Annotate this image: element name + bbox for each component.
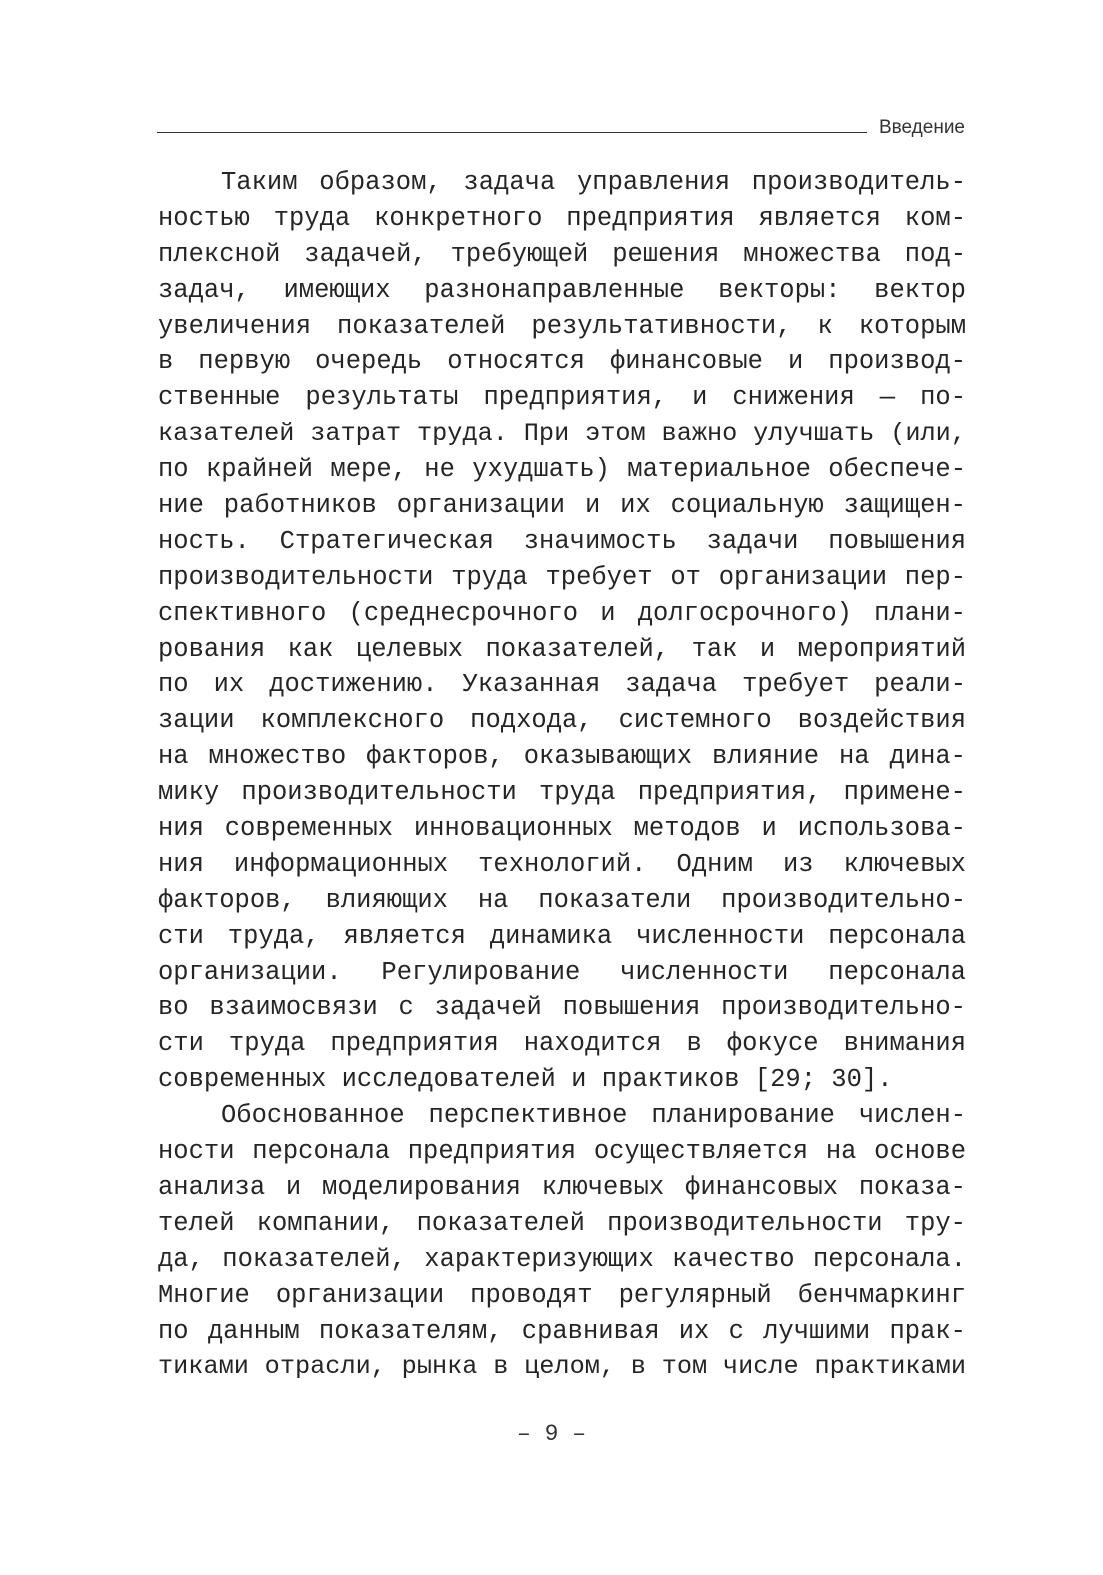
paragraph-2-line-8: тиками отрасли, рынка в целом, в том числе практиками: [158, 1352, 966, 1382]
paragraph-2-line-2: ности персонала предприятия осуществляется на основе: [158, 1137, 966, 1167]
paragraph-1-line-6: в первую очередь относятся финансовые и производ-: [158, 347, 966, 377]
paragraph-2-line-6: Многие организации проводят регулярный бенчмаркинг: [158, 1280, 966, 1310]
paragraph-1-line-4: задач, имеющих разнонаправленные векторы: вектор: [158, 275, 966, 305]
paragraph-1-line-8: казателей затрат труда. При этом важно улучшать (или,: [158, 419, 966, 449]
paragraph-1-line-21: факторов, влияющих на показатели производительно-: [158, 885, 966, 915]
paragraph-2-line-5: да, показателей, характеризующих качество персонала.: [158, 1244, 966, 1274]
running-head: [157, 117, 965, 143]
paragraph-2-line-4: телей компании, показателей производительности тру-: [158, 1208, 966, 1238]
paragraph-1-line-25: сти труда предприятия находится в фокусе внимания: [158, 1029, 966, 1059]
paragraph-1-line-7: ственные результаты предприятия, и снижения — по-: [158, 383, 966, 413]
paragraph-1-line-2: ностью труда конкретного предприятия является ком-: [158, 203, 966, 233]
paragraph-1-line-9: по крайней мере, не ухудшать) материальное обеспече-: [158, 455, 966, 485]
paragraph-1-line-14: рования как целевых показателей, так и мероприятий: [158, 634, 966, 664]
paragraph-1-line-1: Таким образом, задача управления производитель-: [221, 168, 966, 197]
paragraph-1-line-15: по их достижению. Указанная задача требует реали-: [158, 670, 966, 700]
paragraph-2-line-3: анализа и моделирования ключевых финансовых показа-: [158, 1172, 966, 1202]
section-title: Введение: [878, 117, 965, 138]
paragraph-1-line-13: спективного (среднесрочного и долгосрочного) плани-: [158, 598, 966, 628]
paragraph-2-line-1: Обоснованное перспективное планирование числен-: [221, 1101, 966, 1131]
paragraph-1-line-18: мику производительности труда предприятия, примене-: [158, 778, 966, 808]
paragraph-1-line-16: зации комплексного подхода, системного воздействия: [158, 706, 966, 736]
paragraph-1-line-23: организации. Регулирование численности персонала: [158, 957, 966, 987]
paragraph-1-line-17: на множество факторов, оказывающих влияние на дина-: [158, 742, 966, 772]
paragraph-1-line-19: ния современных инновационных методов и использова-: [158, 814, 966, 844]
paragraph-1-line-26: современных исследователей и практиков [29; 30].: [158, 1065, 893, 1095]
header-rule: [157, 132, 867, 133]
paragraph-1-line-12: производительности труда требует от организации пер-: [158, 562, 966, 592]
paragraph-1-line-10: ние работников организации и их социальную защищен-: [158, 491, 966, 521]
paragraph-1-line-11: ность. Стратегическая значимость задачи повышения: [158, 526, 966, 556]
paragraph-1-line-20: ния информационных технологий. Одним из ключевых: [158, 849, 966, 879]
paragraph-1-line-3: плексной задачей, требующей решения множества под-: [158, 239, 966, 269]
paragraph-1-line-5: увеличения показателей результативности, к которым: [158, 311, 966, 341]
paragraph-1-line-22: сти труда, является динамика численности персонала: [158, 921, 966, 951]
paragraph-2-line-7: по данным показателям, сравнивая их с лучшими прак-: [158, 1316, 966, 1346]
paragraph-1-line-24: во взаимосвязи с задачей повышения производительно-: [158, 993, 966, 1023]
page-number: – 9 –: [516, 1421, 586, 1447]
body-text: [158, 165, 966, 1385]
